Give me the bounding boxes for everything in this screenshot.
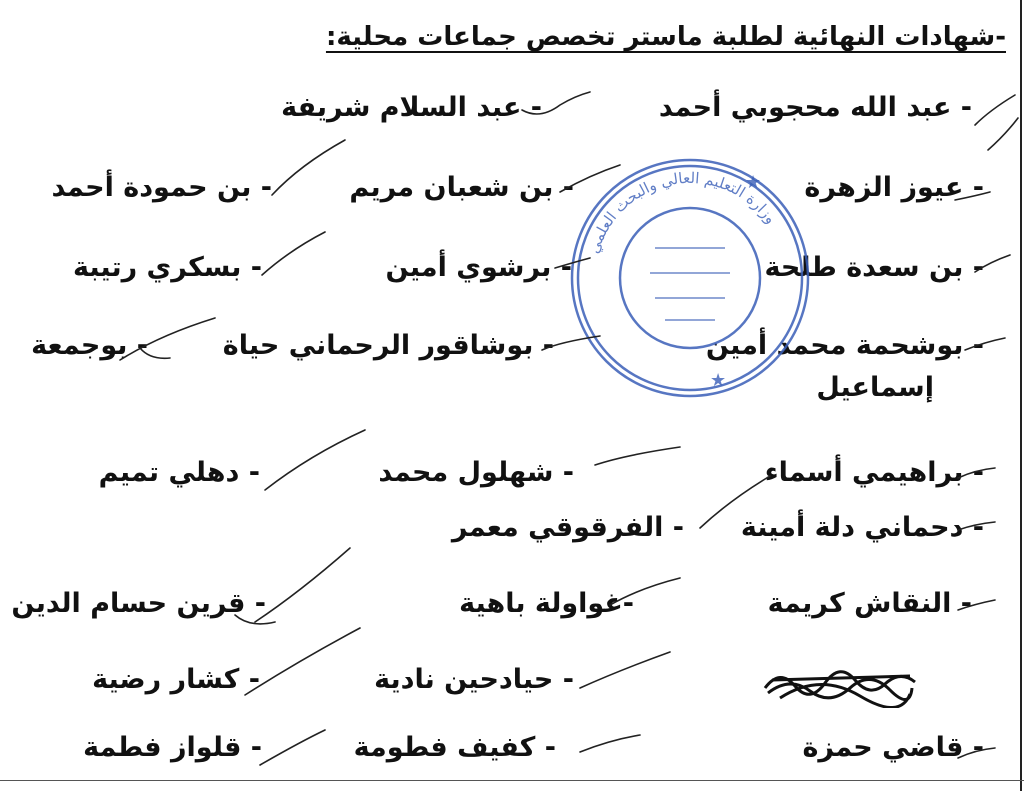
name-entry: - بوجمعة bbox=[31, 330, 148, 361]
official-stamp bbox=[560, 148, 820, 408]
name-entry: - برشوي أمين bbox=[385, 252, 572, 283]
name-entry: - قاضي حمزة bbox=[802, 732, 984, 763]
name-entry: - دحماني دلة أمينة bbox=[740, 512, 984, 543]
name-entry: - عيوز الزهرة bbox=[804, 172, 984, 203]
name-entry: - بن حمودة أحمد bbox=[51, 172, 272, 203]
page-border-bottom bbox=[0, 780, 1024, 781]
name-entry: - قلواز فطمة bbox=[83, 732, 262, 763]
name-entry: -غواولة باهية bbox=[459, 588, 634, 619]
svg-text:★: ★ bbox=[710, 370, 727, 391]
name-continuation: إسماعيل bbox=[816, 372, 934, 403]
name-entry: - عبد السلام شريفة bbox=[281, 92, 542, 123]
page-border bbox=[1020, 0, 1022, 791]
scribbled-name bbox=[760, 658, 920, 708]
name-entry: - عبد الله محجوبي أحمد bbox=[658, 92, 972, 123]
svg-text:★: ★ bbox=[745, 172, 762, 193]
name-entry: - قرين حسام الدين bbox=[11, 588, 266, 619]
name-entry: - حيادحين نادية bbox=[374, 664, 574, 695]
svg-text:وزارة التعليم العالي والبحث ال: وزارة التعليم العالي والبحث العلمي bbox=[584, 168, 781, 256]
name-entry: - دهلي تميم bbox=[98, 457, 260, 488]
name-entry: - كفيف فطومة bbox=[353, 732, 556, 763]
name-entry: - براهيمي أسماء bbox=[764, 457, 984, 488]
document-title: -شهادات النهائية لطلبة ماستر تخصص جماعات محلية: bbox=[325, 22, 1006, 52]
name-entry: - بوشحمة محمد أمين bbox=[705, 330, 984, 361]
name-entry: - بن سعدة طلحة bbox=[764, 252, 984, 283]
name-entry: - بن شعبان مريم bbox=[349, 172, 574, 203]
name-entry: - بوشاقور الرحماني حياة bbox=[222, 330, 554, 361]
name-entry: - الفرقوقي معمر bbox=[451, 512, 684, 543]
name-entry: - شهلول محمد bbox=[378, 457, 574, 488]
name-entry: - النقاش كريمة bbox=[767, 588, 972, 619]
name-entry: - كشار رضية bbox=[92, 664, 260, 695]
name-entry: - بسكري رتيبة bbox=[73, 252, 262, 283]
